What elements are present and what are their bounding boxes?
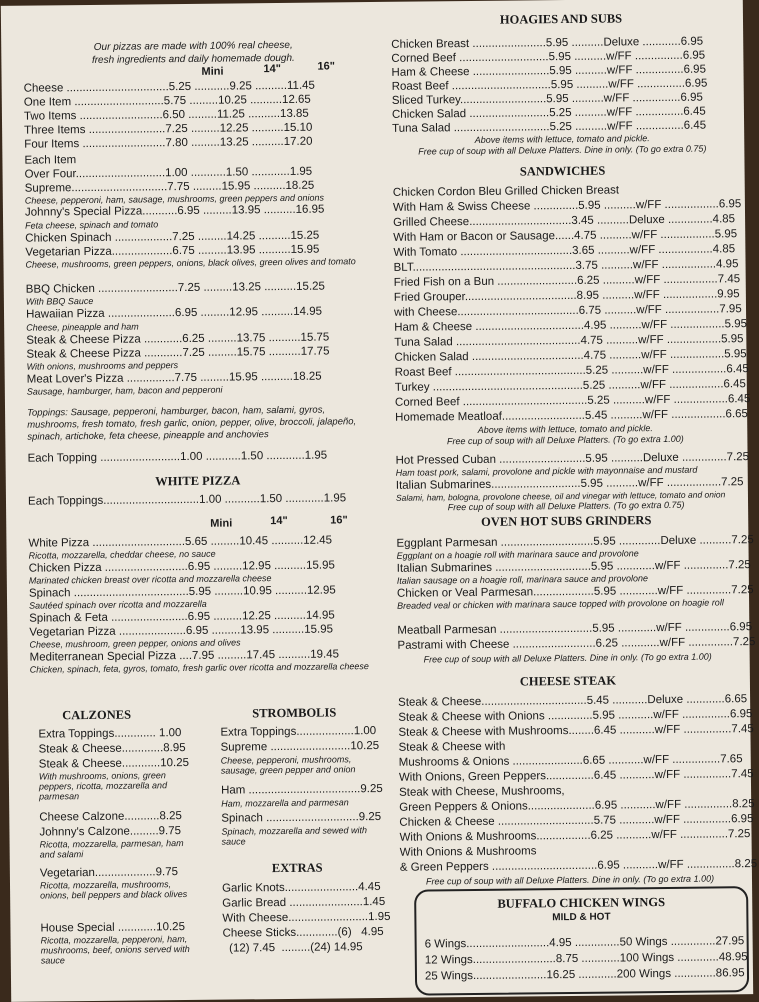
calzones-section xyxy=(38,726,198,966)
menu-item: Corned Beef .......................................5.25 ..........w/FF .................6.45 xyxy=(394,393,751,409)
menu-item: With Onions & Mushrooms xyxy=(399,845,537,859)
menu-item: Steak & Cheese Pizza ............6.25 .........13.75 ..........15.75 xyxy=(26,331,330,347)
menu-item: Steak & Cheese with xyxy=(398,740,506,754)
menu-item: Steak & Cheese.................................5.45 ...........Deluxe ............6.65 xyxy=(398,693,748,709)
menu-item: Ham ...................................9.25 xyxy=(220,782,383,797)
item-description: Ricotta, mozzarella, mushrooms, onions, bell peppers and black olives xyxy=(39,879,188,901)
menu-item: Steak & Cheese with Onions ..............5.95 ...........w/FF ...............6.95 xyxy=(398,708,753,724)
menu-item: With Onions & Mushrooms.................6.25 ...........w/FF ...............7.25 xyxy=(399,828,751,844)
menu-item: Johnny's Special Pizza...........6.95 .........13.95 ..........16.95 xyxy=(24,203,325,219)
menu-item: White Pizza .............................5.65 .........10.45 ..........12.45 xyxy=(28,534,333,550)
menu-item: Roast Beef .........................................5.25 ..........w/FF .................6.45 xyxy=(394,363,749,379)
cheese-steak-title: CHEESE STEAK xyxy=(519,673,617,689)
menu-item: Mushrooms & Onions ......................6.65 ...........w/FF ...............7.65 xyxy=(398,753,743,769)
item-description: Sausage, hamburger, ham, bacon and pepperoni xyxy=(26,384,223,397)
item-description: With mushrooms, onions, green peppers, ricotta, mozzarella and parmesan xyxy=(38,770,168,802)
menu-item: Grilled Cheese................................3.45 ..........Deluxe ..............4.85 xyxy=(393,213,736,229)
extras-section xyxy=(221,880,391,955)
pizza-header-14: 14" xyxy=(263,62,281,76)
menu-item: Steak & Cheese............10.25 xyxy=(38,756,190,771)
menu-item: Tuna Salad ..............................5.25 ..........w/FF ...............6.45 xyxy=(392,119,707,135)
left-column xyxy=(23,2,391,966)
menu-item: Fried Fish on a Bun .........................6.25 ..........w/FF .................7.45 xyxy=(393,273,741,289)
menu-item: Fried Grouper...................................8.95 ..........w/FF .................9.95 xyxy=(393,288,740,304)
pizza-header-mini: Mini xyxy=(201,65,224,78)
item-description: Chicken, spinach, feta, gyros, tomato, fresh garlic over ricotta and mozzarella cheese xyxy=(29,661,369,675)
menu-item: Steak & Cheese with Mushrooms........6.45 ...........w/FF ...............7.45 xyxy=(398,723,754,739)
toppings-list: Toppings: Sausage, pepperoni, hamburger, bacon, ham, salami, gyros, mushrooms, fresh tomato, fresh garlic, onion, pepper, olive, broccoli, jalapeño, spinach, artichoke, feta cheese, pineapple and anchovies xyxy=(27,404,357,443)
wings-box xyxy=(414,886,749,995)
menu-item: Each Topping .........................1.00 ...........1.50 ............1.95 xyxy=(27,449,328,465)
menu-item: Supreme..............................7.75 .........15.95 ..........18.25 xyxy=(24,179,315,195)
menu-item: Extra Toppings..................1.00 xyxy=(220,725,377,739)
menu-item: Garlic Knots.......................4.45 xyxy=(221,880,381,895)
menu-page xyxy=(1,0,758,1002)
menu-item: Hawaiian Pizza .....................6.95 .........12.95 ..........14.95 xyxy=(25,305,323,321)
menu-item: BBQ Chicken .........................7.25 .........13.25 ..........15.25 xyxy=(25,280,325,296)
menu-item: 6 Wings..........................4.95 ..............50 Wings ..............27.95 xyxy=(424,935,745,951)
pizza-header-16: 16" xyxy=(317,60,335,73)
item-description: Salami, ham, bologna, provolone cheese, oil and vinegar with lettuce, tomato and onion xyxy=(395,489,726,503)
menu-item: Each Item xyxy=(24,154,77,167)
menu-item: (12) 7.45 .........(24) 14.95 xyxy=(222,941,363,955)
white-pizza-title: WHITE PIZZA xyxy=(155,473,241,489)
menu-item: Four Items ..........................7.80 .........13.25 ..........17.20 xyxy=(24,135,313,151)
menu-item: Tuna Salad .......................................4.75 ..........w/FF .................5.95 xyxy=(394,333,744,349)
item-description: With BBQ Sauce xyxy=(25,295,94,307)
menu-item: Spinach ....................................5.95 .........10.95 ..........12.95 xyxy=(28,584,336,600)
menu-item: Ham & Cheese ..................................4.95 ..........w/FF .................5.95 xyxy=(394,318,748,334)
menu-item: Chicken Salad ...................................4.75 ..........w/FF .................5.95 xyxy=(394,348,747,364)
menu-item: Steak with Cheese, Mushrooms, xyxy=(399,785,565,799)
menu-item: With Ham or Bacon or Sausage......4.75 ..........w/FF .................5.95 xyxy=(393,228,738,244)
item-description: Sautéed spinach over ricotta and mozzarella xyxy=(29,598,207,611)
menu-item: Mediterranean Special Pizza ....7.95 .........17.45 ..........19.45 xyxy=(29,648,340,664)
note: Free cup of soup with all Deluxe Platters. (To go extra 0.75) xyxy=(447,499,685,513)
white-header-16: 16" xyxy=(330,514,348,527)
menu-item: Vegetarian...................9.75 xyxy=(39,866,179,880)
item-description: Cheese, mushroom, green pepper, onions and olives xyxy=(29,637,241,650)
note: Above items with lettuce, tomato and pickle. xyxy=(477,423,653,435)
menu-item: Homemade Meatloaf..........................5.45 ..........w/FF .................6.65 xyxy=(395,408,748,424)
white-header-mini: Mini xyxy=(210,517,233,530)
menu-item: Johnny's Calzone.........9.75 xyxy=(39,825,182,839)
menu-item: With Ham & Swiss Cheese ..............5.95 ..........w/FF .................6.95 xyxy=(392,198,742,214)
menu-item: Cheese Calzone...........8.25 xyxy=(39,810,182,824)
item-description: Ham toast pork, salami, provolone and pickle with mayonnaise and mustard xyxy=(395,464,698,478)
menu-item: House Special ............10.25 xyxy=(40,921,185,935)
item-description: Ham, mozzarella and parmesan xyxy=(221,797,349,809)
menu-item: Cheese ................................5.25 ...........9.25 ..........11.45 xyxy=(23,79,315,95)
wings-subtitle: MILD & HOT xyxy=(552,911,611,924)
menu-item: Three Items ........................7.25 .........12.25 ..........15.10 xyxy=(24,121,313,137)
strombolis-section xyxy=(220,724,383,847)
oven-subs-title: OVEN HOT SUBS GRINDERS xyxy=(481,513,652,529)
menu-item: BLT...................................................3.75 ..........w/FF .................4.95 xyxy=(393,258,739,274)
menu-item: Steak & Cheese Pizza ............7.25 .........15.75 ..........17.75 xyxy=(26,345,330,361)
hoagies-title: HOAGIES AND SUBS xyxy=(499,11,623,27)
right-column xyxy=(391,0,758,983)
menu-item: Hot Pressed Cuban ...........................5.95 ..........Deluxe ..............7.25 xyxy=(395,451,750,467)
menu-item: Chicken Breast .......................5.95 ..........Deluxe ............6.95 xyxy=(391,35,704,51)
menu-item: Garlic Bread .......................1.45 xyxy=(222,895,386,910)
menu-item: Chicken Salad .........................5.25 ..........w/FF ...............6.45 xyxy=(391,105,706,121)
note: Free cup of soup with all Deluxe Platters. Dine in only. (To go extra 1.00) xyxy=(423,651,712,665)
item-description: Spinach, mozzarella and sewed with sauce xyxy=(221,825,368,847)
intro-line-2: fresh ingredients and daily homemade dough. xyxy=(91,52,295,66)
calzones-title: CALZONES xyxy=(62,707,132,723)
menu-item: Chicken or Veal Parmesan...................5.95 ............w/FF ..............7.25 xyxy=(396,584,754,600)
menu-item: One Item ............................5.75 .........10.25 ..........12.65 xyxy=(23,93,311,109)
menu-item: 25 Wings.......................16.25 ............200 Wings .............86.95 xyxy=(424,967,745,983)
item-description: Ricotta, mozzarella, pepperoni, ham, mushrooms, beef, onions served with sauce xyxy=(40,934,190,966)
menu-item: Spinach & Feta ........................6.95 .........12.25 ..........14.95 xyxy=(29,609,335,625)
item-description: With onions, mushrooms and peppers xyxy=(26,360,179,372)
menu-item: Roast Beef ...............................5.95 ..........w/FF ...............6.95 xyxy=(391,77,708,93)
note: Free cup of soup with all Deluxe Platters. (To go extra 1.00) xyxy=(446,433,684,447)
item-description: Breaded veal or chicken with marinara sauce topped with provolone on hoagie roll xyxy=(397,597,724,611)
menu-item: Sliced Turkey...........................5.95 ..........w/FF ...............6.95 xyxy=(391,91,703,107)
menu-item: Vegetarian Pizza...................6.75 .........13.95 ..........15.95 xyxy=(25,243,320,259)
item-description: Cheese, mushrooms, green peppers, onions, black olives, green olives and tomato xyxy=(25,256,356,270)
menu-item: Pastrami with Cheese ..........................6.25 ............w/FF ..............7.25 xyxy=(397,636,756,652)
menu-item: Chicken Pizza ..........................6.95 .........12.95 ..........15.95 xyxy=(28,559,335,575)
menu-item: Cheese Sticks.............(6) 4.95 xyxy=(222,925,384,940)
strombolis-title: STROMBOLIS xyxy=(252,705,337,721)
item-description: Ricotta, mozzarella, cheddar cheese, no sauce xyxy=(28,548,216,561)
note: Above items with lettuce, tomato and pickle. xyxy=(474,133,650,145)
item-description: Eggplant on a hoagie roll with marinara sauce and provolone xyxy=(396,548,639,561)
menu-item: With Onions, Green Peppers...............6.45 ...........w/FF ...............7.45 xyxy=(398,768,754,784)
sandwiches-title: SANDWICHES xyxy=(519,163,606,179)
menu-item: Vegetarian Pizza .....................6.95 .........13.95 ..........15.95 xyxy=(29,623,334,639)
menu-item: Extra Toppings............. 1.00 xyxy=(38,727,182,741)
menu-item: Meat Lover's Pizza ...............7.75 .........15.95 ..........18.25 xyxy=(26,370,322,386)
item-description: Ricotta, mozzarella, parmesan, ham and salami xyxy=(39,838,184,860)
menu-item: Chicken & Cheese ..............................5.75 ...........w/FF ...............6.95 xyxy=(399,813,754,829)
item-description: Marinated chicken breast over ricotta and mozzarella cheese xyxy=(28,573,272,586)
menu-item: Italian Submarines ..............................5.95 ............w/FF ..............7.25 xyxy=(396,559,751,575)
menu-item: 12 Wings..........................8.75 ............100 Wings .............48.95 xyxy=(424,951,748,967)
wings-title: BUFFALO CHICKEN WINGS xyxy=(497,895,666,911)
item-description: Cheese, pineapple and ham xyxy=(26,321,139,333)
menu-item: Supreme .........................10.25 xyxy=(220,739,380,754)
menu-item: Spinach .............................9.25 xyxy=(221,810,382,825)
note: Free cup of soup with all Deluxe Platters. Dine in only. (To go extra 1.00) xyxy=(425,873,715,887)
menu-item: With Cheese.........................1.95 xyxy=(222,910,391,925)
menu-item: Corned Beef ............................5.95 ..........w/FF ...............6.95 xyxy=(391,49,706,65)
menu-item: Over Four............................1.00 ...........1.50 ............1.95 xyxy=(24,165,313,181)
menu-item: Turkey ...............................................5.25 ..........w/FF .................6.45 xyxy=(394,378,746,394)
menu-item: Green Peppers & Onions.....................6.95 ...........w/FF ...............8.25 xyxy=(399,798,755,814)
menu-item: Steak & Cheese.............8.95 xyxy=(38,742,186,756)
menu-item: Italian Submarines............................5.95 ..........w/FF .................7.25 xyxy=(395,476,744,492)
item-description: Italian sausage on a hoagie roll, marinara sauce and provolone xyxy=(396,573,649,586)
menu-item: Chicken Spinach ..................7.25 .........14.25 ..........15.25 xyxy=(25,229,320,245)
menu-item: with Cheese......................................6.75 ..........w/FF .................7.95 xyxy=(393,303,742,319)
menu-item: Two Items ..........................6.50 .........11.25 ..........13.85 xyxy=(23,107,309,123)
note: Free cup of soup with all Deluxe Platters. Dine in only. (To go extra 0.75) xyxy=(418,143,707,157)
item-description: Cheese, pepperoni, mushrooms, sausage, green pepper and onion xyxy=(220,754,356,776)
menu-item: & Green Peppers .................................6.95 ...........w/FF ...............8.25 xyxy=(399,858,758,874)
menu-item: Chicken Cordon Bleu Grilled Chicken Breast xyxy=(392,184,620,199)
extras-title: EXTRAS xyxy=(271,860,323,876)
menu-item: Eggplant Parmesan .............................5.95 .............Deluxe ..........7.25 xyxy=(396,534,754,550)
item-description: Feta cheese, spinach and tomato xyxy=(25,219,159,231)
menu-item: Each Toppings..............................1.00 ...........1.50 ............1.95 xyxy=(27,492,347,508)
menu-item: Ham & Cheese ........................5.95 ..........w/FF ...............6.95 xyxy=(391,63,707,79)
white-header-14: 14" xyxy=(270,514,288,528)
menu-item: Meatball Parmesan .............................5.95 ............w/FF ..............6.95 xyxy=(397,621,753,637)
item-description: Cheese, pepperoni, ham, sausage, mushrooms, green peppers and onions xyxy=(24,192,325,206)
menu-item: With Tomato ...................................3.65 ..........w/FF .................4.85 xyxy=(393,243,736,259)
intro-line-1: Our pizzas are made with 100% real cheese, xyxy=(93,39,293,53)
